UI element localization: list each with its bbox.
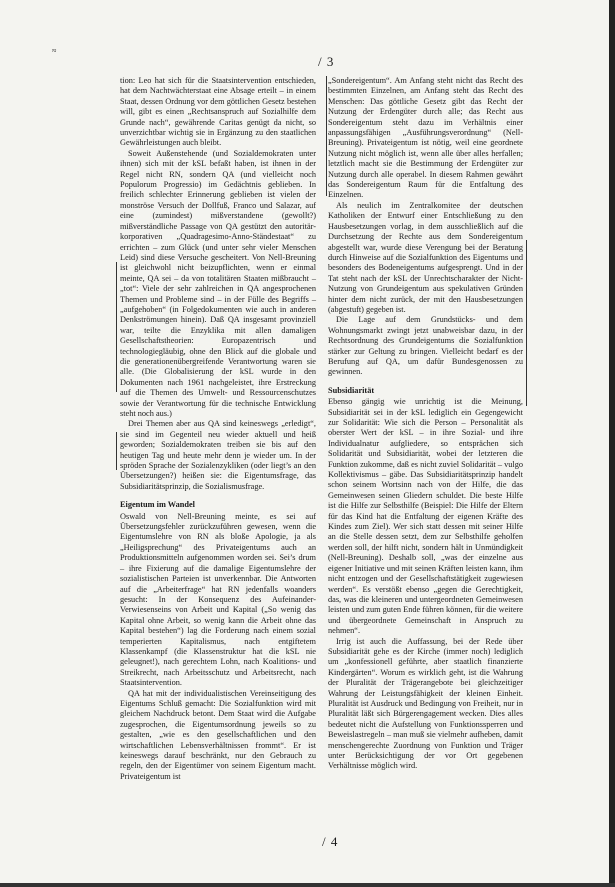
- scan-edge-bottom: [0, 883, 615, 887]
- paragraph: tion: Leo hat sich für die Staatsintervention entschieden, hat dem Nachtwächterstaat eine Absage erteilt – in einem Staat, dessen Ordnung vor dem göttlichen Gesetz bestehen will, gibt es einen „Rechtsanspruch auf Sozialhilfe dem Grunde nach“, gewährende Caritas genügt da nicht, so unverzichtbar wichtig sie in Ergänzung zu den staatlichen Gewährleistungen auch bleibt.: [120, 76, 316, 148]
- corner-mark: ≈: [52, 46, 57, 55]
- paragraph: Irrig ist auch die Auffassung, bei der Rede über Subsidiarität gehe es der Kirche (immer noch) lediglich um „konfessionell geführte, aber staatlich finanzierte Kindergärten“. Worum es wirklich geht, ist die Wahrung der Pluralität der Trägerangebote bei gleichzeitiger Wahrung der Leistungsfähigkeit der kleinen Einheit. Pluralität ist Ausdruck und Bedingung von Freiheit, nur in Pluralität läßt sich Bürgerengagement wecken. Dies alles bedeutet nicht die Aufstellung von Funktionssperren und Beweislastregeln – man muß sie vielmehr aufheben, damit menschengerechte Zuordnung von Funktion und Träger unter Berücksichtigung der vor Ort gegebenen Verhältnisse möglich wird.: [328, 636, 523, 771]
- paragraph: Soweit Außenstehende (und Sozialdemokraten unter ihnen) sich mit der kSL befaßt haben, ist ihnen in der Regel nicht RN, sondern QA (und vielleicht noch Populorum Progressio) im Gedächtnis geblieben. In freilich schlechter Erinnerung geblieben ist vielen der monströse Versuch der Dollfuß, Franco und Salazar, auf eine (zumindest) mißverstandene (gewollt?) mißverständliche Passage von QA gestützt den autoritär-korporativen „Quadragesimo-Anno-Ständestaat“ zu errichten – zum Glück (und unter sehr vieler Menschen Leid) sind diese Versuche gescheitert. Von Nell-Breuning ist gleichwohl nicht beizupflichten, wenn er einmal meinte, QA sei – da von totalitären Staaten mißbraucht – „tot“: Viele der sehr zahlreichen in QA angesprochenen Themen und Probleme sind – in der Fülle des Begriffs – „aufgehoben“ (in Folgedokumenten wie auch in anderen Denkströmungen hinein). Daß QA insgesamt provinziell war, teilte die Enzyklika mit allen damaligen Gesellschaftstheorien: Europazentrisch und technologiegläubig, ohne den Blick auf die globale und die generationenübergreifende Verantwortung waren sie alle. (Die Globalisierung der kSL wurde in den Dokumenten nach 1961 nachgeleistet, ihre Erstreckung auf die Themen des Umwelt- und Ressourcenschutzes sowie der Verantwortung für die technische Entwicklung steht noch aus.): [120, 148, 316, 418]
- scan-edge-right: [609, 0, 615, 887]
- paragraph: QA hat mit der individualistischen Vereinseitigung des Eigentums Schluß gemacht: Die Sozialfunktion wird mit gleichem Nachdruck betont. Dem Staat wird die Aufgabe zugesprochen, die Eigentumsordnung jeweils so zu gestalten, „wie es den gesellschaftlichen und den wirtschaftlichen Lebensverhältnissen frommt“. Er ist keineswegs darauf beschränkt, nur den Gebrauch zu regeln, den der Eigentümer von seinem Eigentum macht. Privateigentum ist: [120, 688, 316, 781]
- paragraph: Oswald von Nell-Breuning meinte, es sei auf Übersetzungsfehler zurückzuführen gewesen, wenn die Eigentumslehre von RN als bloße Apologie, ja als „Heiligsprechung“ des Privateigentums auch an Produktionsmitteln aufgenommen worden sei. Sei’s drum – ihre Fixierung auf die damalige Eigentumslehre der sozialistischen Parteien ist unverkennbar. Die Antworten auf die „Arbeiterfrage“ hat RN jedenfalls woanders gesucht: In der Konsequenz des Aufeinander-Verwiesenseins von Arbeit und Kapital („So wenig das Kapital ohne Arbeit, so wenig kann die Arbeit ohne das Kapital bestehen“) lag die Forderung nach einem sozial temperierten Kapitalismus, nach entgiftetem Klassenkampf (die Klassenstruktur hat die kSL nie geleugnet!), nach gerechtem Lohn, nach Koalitions- und Streikrecht, nach Arbeitsschutz und Arbeitsrecht, nach Staatsintervention.: [120, 511, 316, 688]
- paragraph: „Sondereigentum“. Am Anfang steht nicht das Recht des bestimmten Einzelnen, am Anfang steht das Recht des Menschen: Das göttliche Gesetz gibt das Recht der Nutzung der Erdengüter durch alle; das Recht aus Sondereigentum steht dazu im Verhältnis einer anpassungsfähigen „Ausführungsverordnung“ (Nell-Breuning). Privateigentum ist nötig, weil eine geordnete Nutzung nicht möglich ist, wenn alle über alles herfallen; letztlich macht sie die Bestimmung der Erdengüter zur Nutzung durch alle operabel. In diesem Rahmen gewährt das Sondereigentum Raum für die Entfaltung des Einzelnen.: [328, 76, 523, 200]
- margin-bar-left: [116, 262, 117, 392]
- right-column: [328, 76, 523, 772]
- margin-bar-right: [326, 76, 327, 196]
- page-number-bottom: / 4: [322, 834, 339, 849]
- section-heading: Eigentum im Wandel: [120, 500, 195, 510]
- margin-bar-left-2: [116, 432, 117, 470]
- margin-bar-right-2: [526, 240, 527, 406]
- paragraph: Drei Themen aber aus QA sind keineswegs „erledigt“, sie sind im Gegenteil neu wieder aktuell und heiß geworden; Sozialdemokraten treiben sie bis auf den heutigen Tag und heute mehr denn je wieder um. In der spröden Sprache der Sozialenzykliken (oder liegt’s an den Übersetzungen?) heißen sie: die Eigentumsfrage, das Subsidiaritätsprinzip, die Sozialismusfrage.: [120, 419, 316, 491]
- left-column: [120, 76, 316, 782]
- section-heading: Subsidiarität: [328, 385, 375, 395]
- paragraph: Die Lage auf dem Grundstücks- und dem Wohnungsmarkt zwingt jetzt unabweisbar dazu, in der Rechtsordnung des Grundeigentums die Sozialfunktion stärker zur Geltung zu bringen. Vielleicht bedarf es der Berufung auf QA, um dafür Bundesgenossen zu gewinnen.: [328, 315, 523, 377]
- page-number-top: / 3: [318, 54, 335, 69]
- paragraph: Ebenso gängig wie unrichtig ist die Meinung, Subsidiarität sei in der kSL lediglich ein Gegengewicht zur Solidarität: Wie sich die Person – Personalität als oberster Wert der kSL – in ihre Sozial- und ihre Individualnatur aufgliedere, so entsprächen sich Solidarität und Subsidiarität, wobei der letzteren die Funktion zukomme, daß es nicht zuviel Solidarität – vulgo Kollektivismus – gäbe. Das Subsidiaritätsprinzip handelt schon seinem Wortsinn nach von der Hilfe, die das Gemeinwesen seinen Gliedern schuldet. Die beste Hilfe ist die Hilfe zur Selbsthilfe (Beispiel: Die Hilfe der Eltern für das Kind hat die Entfaltung der eigenen Kräfte des Kindes zum Ziel). Wer sich statt dessen mit seiner Hilfe an die Stelle dessen setzt, dem zur Selbsthilfe geholfen werden soll, der hilft nicht, sondern hält in Unmündigkeit (Nell-Breuning). Deshalb soll, „was der einzelne aus eigener Initiative und mit seinen Kräften leisten kann, ihm nicht entzogen und der Gesellschaftstätigkeit zugewiesen werden“. Es verstößt ebenso „gegen die Gerechtigkeit, das, was die kleineren und untergeordneten Gemeinwesen leisten und zum guten Ende führen können, für die weitere und übergeordnete Gemeinschaft in Anspruch zu nehmen“.: [328, 397, 523, 636]
- paragraph: Als neulich im Zentralkomitee der deutschen Katholiken der Entwurf einer Entschließung zu den Hausbesetzungen vorlag, in dem ausschließlich auf die Durchsetzung der Rechte aus dem Sondereigentum abgestellt war, wurde diese Verengung bei der Beratung durch Hinweise auf die Sozialfunktion des Eigentums und besonders des Bodeneigentums aufgesprengt. Und in der Tat steht nach der kSL der Unrechtscharakter der Nicht-Nutzung von Grundeigentum aus spekulativen Gründen hinter dem nicht zurück, der mit den Hausbesetzungen (abgestuft) gegeben ist.: [328, 200, 523, 314]
